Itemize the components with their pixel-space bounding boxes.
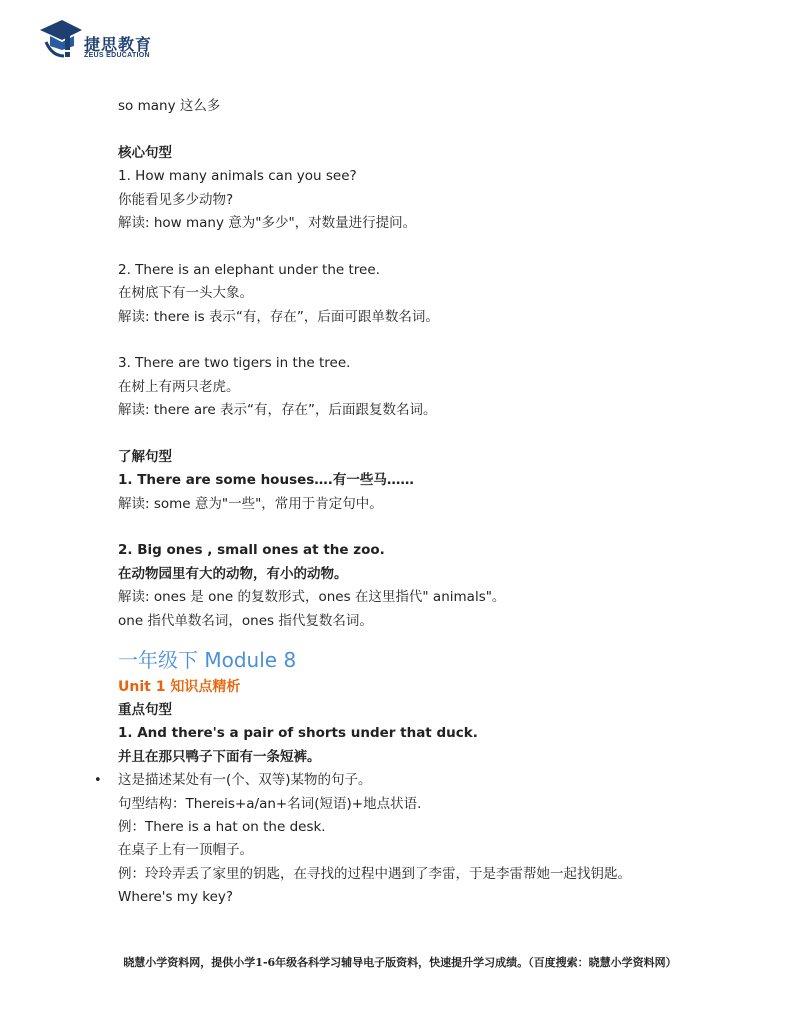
sentence-2-explanation: 解读: there is 表示“有，存在”，后面可跟单数名词。 xyxy=(118,308,439,325)
sentence-1-cn: 你能看见多少动物? xyxy=(118,191,234,208)
section-heading-understand-sentences: 了解句型 xyxy=(118,448,172,465)
sentence-3-en: 3. There are two tigers in the tree. xyxy=(118,355,351,372)
example-1-en: 例：There is a hat on the desk. xyxy=(118,818,326,835)
brand-header xyxy=(38,16,178,64)
document-body xyxy=(94,95,738,910)
sentence-2-cn: 在树底下有一头大象。 xyxy=(118,285,253,302)
sentence-3-cn: 在树上有两只老虎。 xyxy=(118,378,240,395)
understand-sentence-1-explanation: 解读: some 意为"一些"，常用于肯定句中。 xyxy=(118,495,383,512)
understand-sentence-2-en: 2. Big ones , small ones at the zoo. xyxy=(118,542,385,559)
understand-sentence-2-note: one 指代单数名词，ones 指代复数名词。 xyxy=(118,612,373,629)
sentence-3-explanation: 解读: there are 表示“有，存在”，后面跟复数名词。 xyxy=(118,402,437,419)
vocab-line: so many 这么多 xyxy=(118,98,221,114)
section-heading-core-sentences: 核心句型 xyxy=(118,144,172,161)
understand-sentence-2-cn: 在动物园里有大的动物，有小的动物。 xyxy=(118,565,348,582)
unit-title: Unit 1 知识点精析 xyxy=(118,678,241,695)
brand-name-cn: 捷思教育 xyxy=(84,35,153,54)
example-2-question: Where's my key? xyxy=(118,889,234,906)
bullet-item xyxy=(94,769,738,792)
sentence-1-en: 1. How many animals can you see? xyxy=(118,168,357,185)
example-2-context: 例：玲玲弄丢了家里的钥匙，在寻找的过程中遇到了李雷，于是李雷帮她一起找钥匙。 xyxy=(118,865,631,882)
brand-name-en: ZEUS EDUCATION xyxy=(84,52,150,59)
bullet-text: 这是描述某处有一(个、双等)某物的句子。 xyxy=(118,772,372,789)
section-heading-key-sentences: 重点句型 xyxy=(118,701,172,718)
sentence-structure: 句型结构：Thereis+a/an+名词(短语)+地点状语. xyxy=(118,795,422,812)
page-footer: 晓慧小学资料网，提供小学1-6年级各科学习辅导电子版资料，快速提升学习成绩。（百度搜索：晓慧小学资料网） xyxy=(123,956,677,969)
example-1-cn: 在桌子上有一顶帽子。 xyxy=(118,842,253,859)
understand-sentence-2-explanation: 解读: ones 是 one 的复数形式，ones 在这里指代" animals"。 xyxy=(118,589,506,606)
graduation-cap-logo-icon xyxy=(38,16,82,62)
bullet-marker: • xyxy=(94,773,102,789)
understand-sentence-1: 1. There are some houses….有一些马…… xyxy=(118,472,414,489)
sentence-1-explanation: 解读: how many 意为"多少"，对数量进行提问。 xyxy=(118,214,417,231)
key-sentence-1-cn: 并且在那只鸭子下面有一条短裤。 xyxy=(118,748,321,765)
sentence-2-en: 2. There is an elephant under the tree. xyxy=(118,261,380,278)
key-sentence-1-en: 1. And there's a pair of shorts under that duck. xyxy=(118,725,478,742)
module-title: 一年级下 Module 8 xyxy=(118,647,297,672)
